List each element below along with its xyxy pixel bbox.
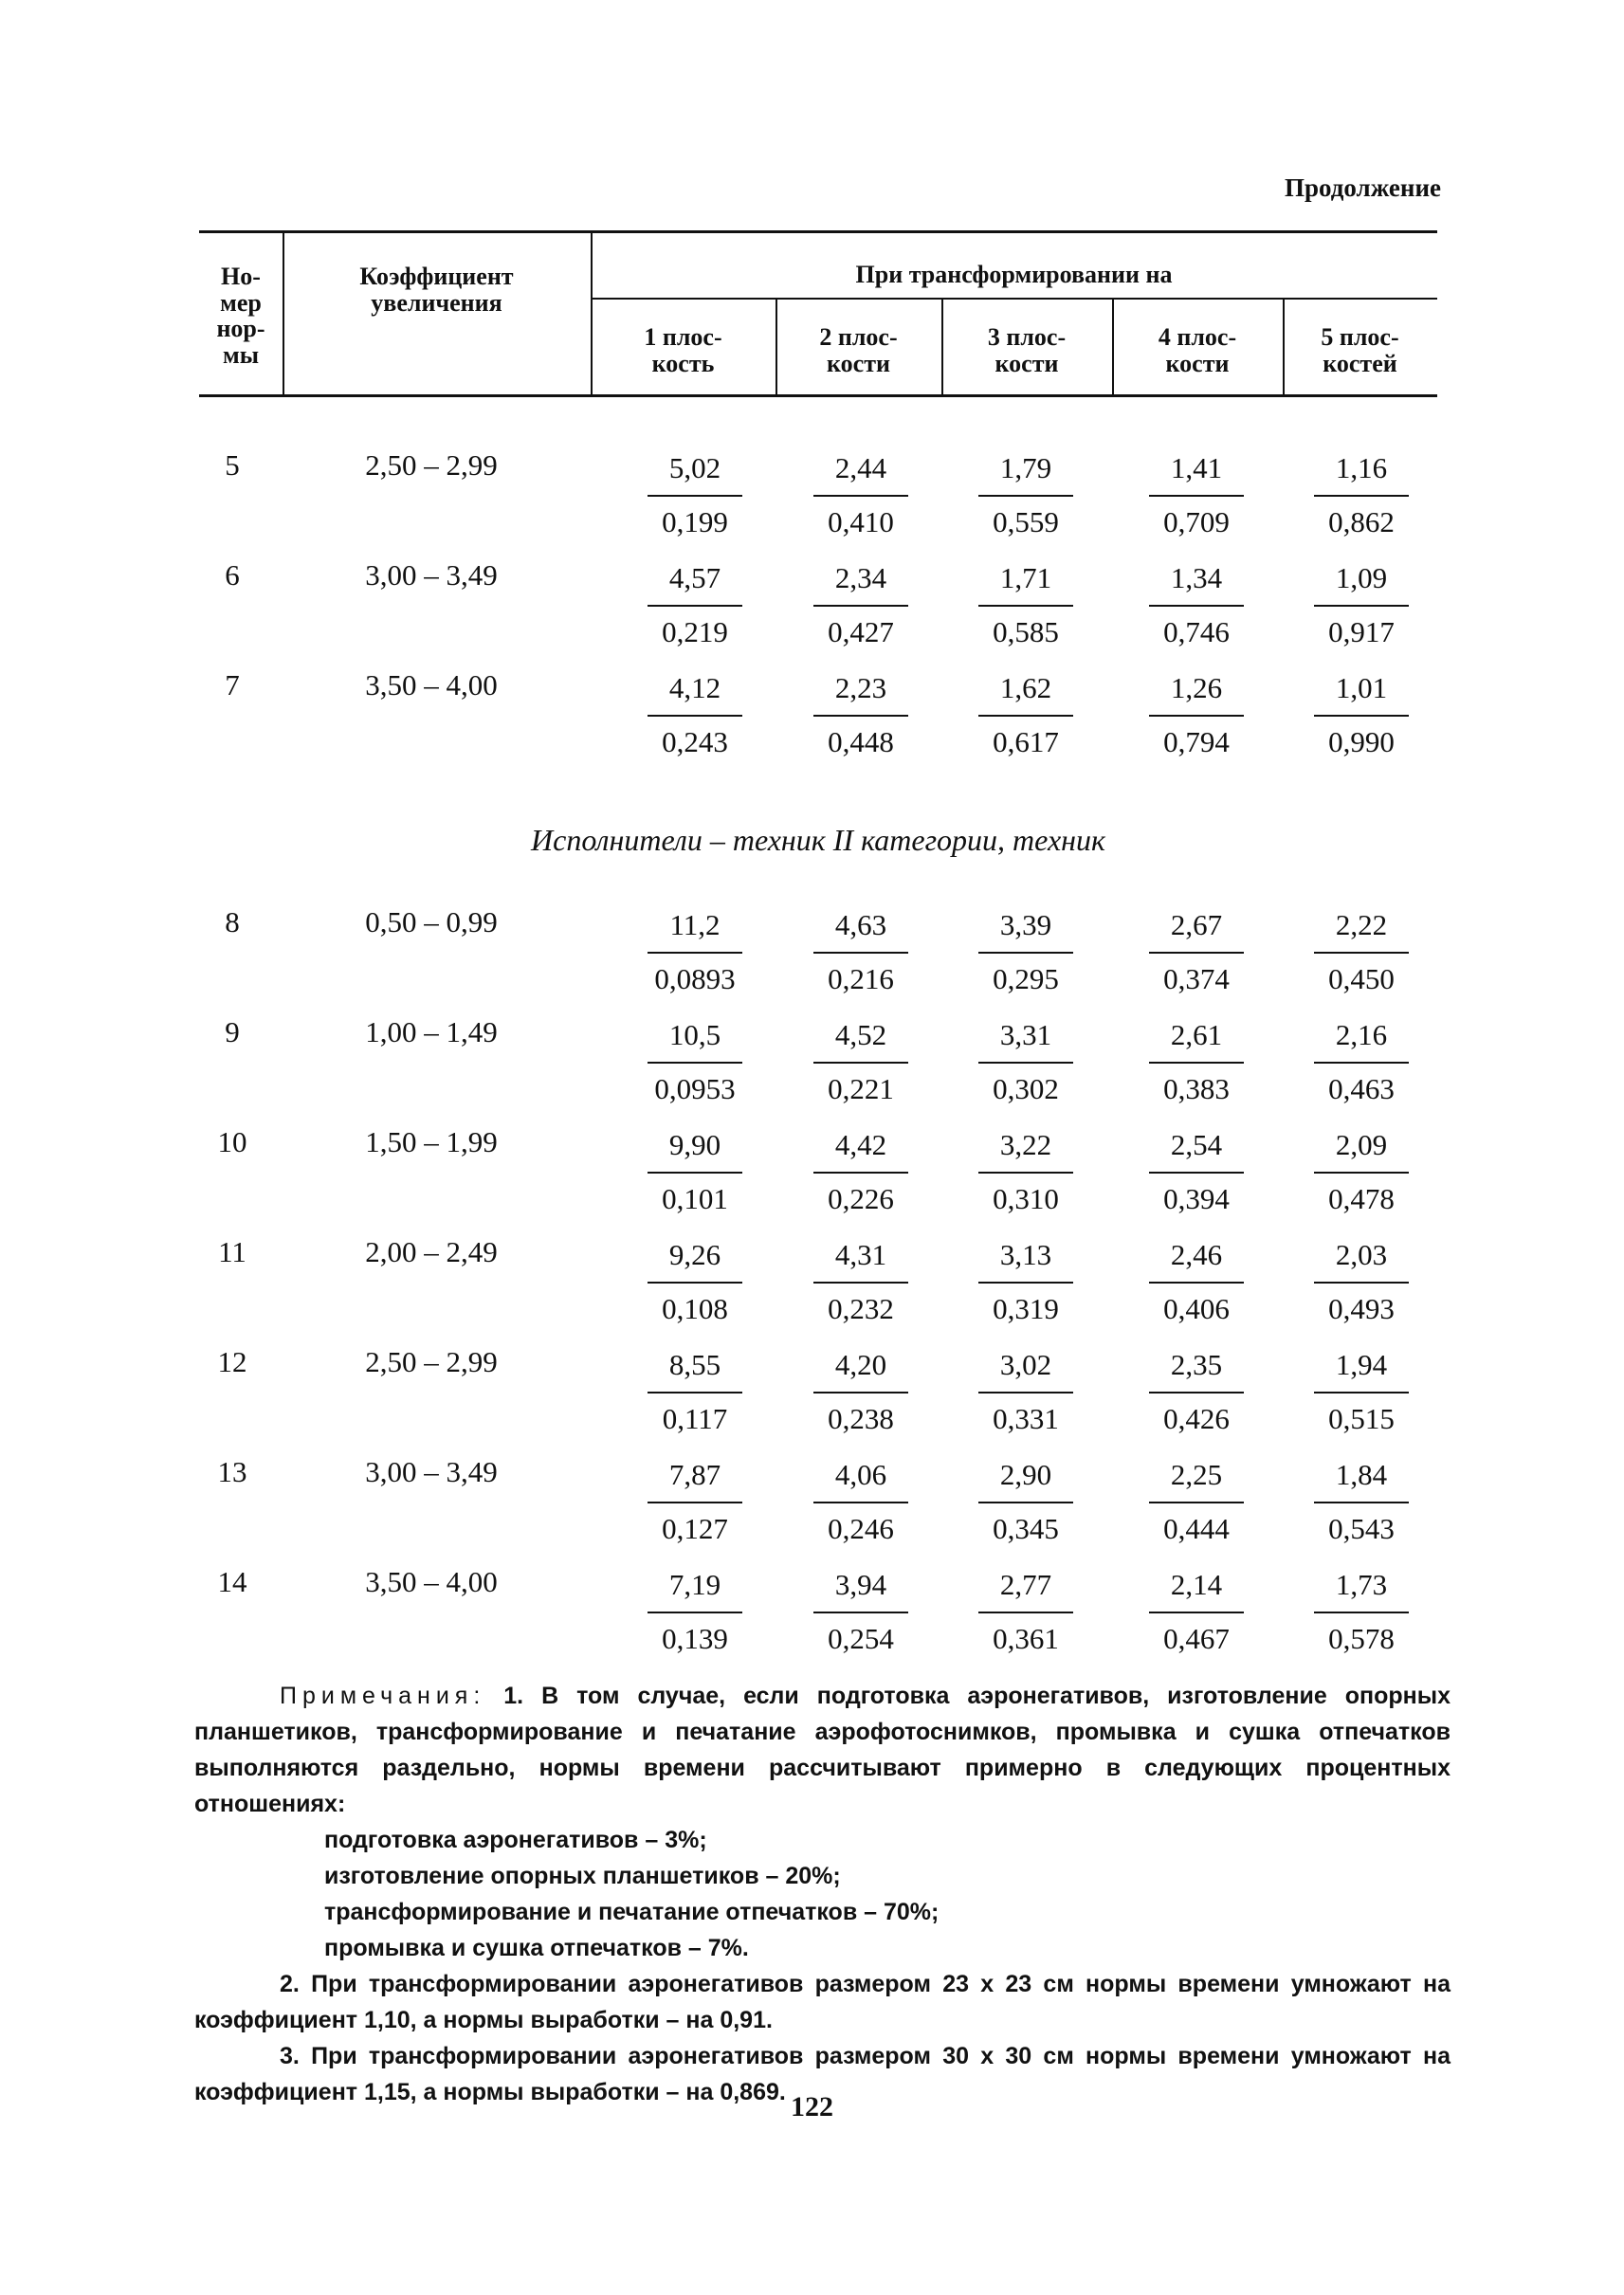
output-norm: 0,709: [1163, 505, 1230, 538]
fraction-bar: [648, 715, 742, 717]
header-sub-col: 2 плос- кости: [819, 323, 898, 377]
fraction-bar: [813, 1062, 908, 1064]
time-norm: 1,71: [999, 561, 1052, 594]
output-norm: 0,478: [1328, 1182, 1395, 1215]
fraction-bar: [648, 1282, 742, 1284]
fraction-cell: [1314, 1455, 1409, 1549]
time-norm: 4,42: [834, 1128, 887, 1161]
coefficient-range: 3,50 – 4,00: [365, 1565, 498, 1598]
time-norm: 4,57: [668, 561, 721, 594]
fraction-bar: [1149, 1612, 1244, 1613]
time-norm: 9,26: [668, 1238, 721, 1271]
fraction-cell: [1314, 1235, 1409, 1329]
time-norm: 2,44: [834, 451, 887, 484]
fraction-cell: [978, 1455, 1073, 1549]
output-norm: 0,917: [1328, 615, 1395, 648]
table-row: [199, 551, 1437, 657]
time-norm: 2,23: [834, 671, 887, 704]
output-norm: 0,219: [662, 615, 728, 648]
fraction-cell: [1149, 668, 1244, 762]
output-norm: 0,199: [662, 505, 728, 538]
fraction-cell: [1314, 1015, 1409, 1109]
output-norm: 0,374: [1163, 962, 1230, 995]
fraction-cell: [648, 448, 742, 542]
fraction-cell: [648, 1125, 742, 1219]
fraction-cell: [978, 1125, 1073, 1219]
fraction-cell: [813, 558, 908, 652]
header-number: Но- мер нор- мы: [216, 263, 265, 369]
output-norm: 0,467: [1163, 1622, 1230, 1655]
fraction-bar: [978, 1282, 1073, 1284]
time-norm: 11,2: [669, 908, 721, 941]
fraction-cell: [1314, 1125, 1409, 1219]
fraction-bar: [978, 1502, 1073, 1503]
time-norm: 3,02: [999, 1348, 1052, 1381]
notes-heading: Примечания:: [280, 1683, 486, 1709]
fraction-cell: [813, 905, 908, 999]
fraction-bar: [813, 715, 908, 717]
time-norm: 1,79: [999, 451, 1052, 484]
norm-number: 13: [217, 1455, 247, 1488]
note-3: 3. При трансформировании аэронегативов размером 30 x 30 см нормы времени умножают на коэффициент 1,15, а нормы выработки – на 0,869.: [194, 2043, 1451, 2105]
output-norm: 0,226: [828, 1182, 894, 1215]
output-norm: 0,139: [662, 1622, 728, 1655]
fraction-bar: [1149, 1392, 1244, 1393]
fraction-bar: [648, 495, 742, 497]
fraction-cell: [1149, 1125, 1244, 1219]
header-sub-col: 1 плос- кость: [644, 323, 722, 377]
output-norm: 0,862: [1328, 505, 1395, 538]
fraction-cell: [1149, 1565, 1244, 1659]
fraction-bar: [978, 1172, 1073, 1174]
time-norm: 1,01: [1335, 671, 1388, 704]
time-norm: 2,46: [1170, 1238, 1223, 1271]
time-norm: 2,90: [999, 1458, 1052, 1491]
fraction-cell: [1314, 905, 1409, 999]
fraction-bar: [1149, 1172, 1244, 1174]
output-norm: 0,254: [828, 1622, 894, 1655]
fraction-cell: [1149, 448, 1244, 542]
header-divider: [591, 298, 1437, 300]
fraction-cell: [648, 1455, 742, 1549]
output-norm: 0,127: [662, 1512, 728, 1545]
fraction-bar: [813, 605, 908, 607]
coefficient-range: 2,50 – 2,99: [365, 448, 498, 482]
output-norm: 0,394: [1163, 1182, 1230, 1215]
time-norm: 2,16: [1335, 1018, 1388, 1051]
list-item: подготовка аэронегативов – 3%;: [324, 1827, 707, 1853]
output-norm: 0,383: [1163, 1072, 1230, 1105]
fraction-cell: [1314, 668, 1409, 762]
time-norm: 3,22: [999, 1128, 1052, 1161]
norm-number: 6: [225, 558, 240, 592]
fraction-cell: [1149, 1345, 1244, 1439]
norm-number: 8: [225, 905, 240, 938]
output-norm: 0,108: [662, 1292, 728, 1325]
fraction-cell: [978, 905, 1073, 999]
fraction-cell: [813, 1235, 908, 1329]
output-norm: 0,617: [993, 725, 1059, 758]
fraction-cell: [978, 1235, 1073, 1329]
output-norm: 0,426: [1163, 1402, 1230, 1435]
time-norm: 7,87: [668, 1458, 721, 1491]
fraction-cell: [1149, 1455, 1244, 1549]
output-norm: 0,448: [828, 725, 894, 758]
output-norm: 0,463: [1328, 1072, 1395, 1105]
output-norm: 0,295: [993, 962, 1059, 995]
header-group: При трансформировании на: [855, 261, 1173, 288]
table-row: [199, 1557, 1437, 1664]
output-norm: 0,310: [993, 1182, 1059, 1215]
output-norm: 0,990: [1328, 725, 1395, 758]
time-norm: 2,77: [999, 1568, 1052, 1601]
fraction-cell: [648, 1345, 742, 1439]
time-norm: 7,19: [668, 1568, 721, 1601]
output-norm: 0,585: [993, 615, 1059, 648]
time-norm: 1,73: [1335, 1568, 1388, 1601]
output-norm: 0,746: [1163, 615, 1230, 648]
fraction-bar: [813, 495, 908, 497]
fraction-cell: [648, 1015, 742, 1109]
fraction-bar: [1149, 1282, 1244, 1284]
fraction-cell: [978, 1565, 1073, 1659]
fraction-bar: [1149, 715, 1244, 717]
time-norm: 2,09: [1335, 1128, 1388, 1161]
fraction-bar: [648, 1172, 742, 1174]
time-norm: 3,31: [999, 1018, 1052, 1051]
coefficient-range: 2,00 – 2,49: [365, 1235, 498, 1268]
table-row: [199, 441, 1437, 547]
output-norm: 0,410: [828, 505, 894, 538]
fraction-cell: [813, 448, 908, 542]
time-norm: 1,84: [1335, 1458, 1388, 1491]
time-norm: 2,61: [1170, 1018, 1223, 1051]
header-sub-col: 5 плос- костей: [1321, 323, 1399, 377]
fraction-bar: [1314, 715, 1409, 717]
time-norm: 9,90: [668, 1128, 721, 1161]
list-item: трансформирование и печатание отпечатков – 70%;: [324, 1899, 940, 1925]
fraction-cell: [978, 558, 1073, 652]
coefficient-range: 1,00 – 1,49: [365, 1015, 498, 1048]
fraction-bar: [978, 1062, 1073, 1064]
table-row: [199, 1008, 1437, 1114]
fraction-bar: [1314, 1062, 1409, 1064]
coefficient-range: 0,50 – 0,99: [365, 905, 498, 938]
time-norm: 2,25: [1170, 1458, 1223, 1491]
time-norm: 4,52: [834, 1018, 887, 1051]
header-sub-col: 3 плос- кости: [987, 323, 1067, 377]
output-norm: 0,559: [993, 505, 1059, 538]
output-norm: 0,794: [1163, 725, 1230, 758]
table-row: [199, 1118, 1437, 1224]
fraction-bar: [1314, 952, 1409, 954]
time-norm: 4,06: [834, 1458, 887, 1491]
table-row: [199, 1228, 1437, 1334]
fraction-cell: [813, 1015, 908, 1109]
coefficient-range: 1,50 – 1,99: [365, 1125, 498, 1158]
output-norm: 0,232: [828, 1292, 894, 1325]
fraction-cell: [1149, 1015, 1244, 1109]
fraction-cell: [813, 668, 908, 762]
fraction-bar: [1149, 495, 1244, 497]
header-sub-col: 4 плос- кости: [1158, 323, 1237, 377]
fraction-bar: [813, 1172, 908, 1174]
fraction-cell: [978, 1015, 1073, 1109]
fraction-bar: [978, 1612, 1073, 1613]
time-norm: 4,31: [834, 1238, 887, 1271]
fraction-cell: [1149, 905, 1244, 999]
output-norm: 0,238: [828, 1402, 894, 1435]
fraction-bar: [1314, 1392, 1409, 1393]
norm-number: 9: [225, 1015, 240, 1048]
table-row: [199, 898, 1437, 1004]
fraction-bar: [1314, 1612, 1409, 1613]
note-1-text: 1. В том случае, если подготовка аэронегативов, изготовление опорных планшетиков, трансформирование и печатание аэрофотоснимков, промывка и сушка отпечатков выполняются раздельно, нормы времени рассчитывают примерно в следующих процентных отношениях:: [194, 1683, 1451, 1817]
fraction-bar: [1149, 1062, 1244, 1064]
norm-number: 14: [217, 1565, 247, 1598]
time-norm: 1,41: [1170, 451, 1223, 484]
fraction-bar: [648, 1392, 742, 1393]
time-norm: 1,26: [1170, 671, 1223, 704]
fraction-bar: [813, 1612, 908, 1613]
time-norm: 2,35: [1170, 1348, 1223, 1381]
time-norm: 3,13: [999, 1238, 1052, 1271]
time-norm: 1,16: [1335, 451, 1388, 484]
section-subheading: Исполнители – техник II категории, техник: [531, 823, 1105, 857]
fraction-bar: [648, 605, 742, 607]
fraction-cell: [648, 668, 742, 762]
output-norm: 0,0893: [654, 962, 736, 995]
table-row: [199, 1338, 1437, 1444]
time-norm: 10,5: [668, 1018, 721, 1051]
time-norm: 2,54: [1170, 1128, 1223, 1161]
fraction-bar: [978, 605, 1073, 607]
coefficient-range: 3,00 – 3,49: [365, 1455, 498, 1488]
time-norm: 2,22: [1335, 908, 1388, 941]
fraction-cell: [813, 1455, 908, 1549]
fraction-bar: [1314, 495, 1409, 497]
coefficient-range: 3,00 – 3,49: [365, 558, 498, 592]
fraction-bar: [1314, 1172, 1409, 1174]
output-norm: 0,406: [1163, 1292, 1230, 1325]
coefficient-range: 3,50 – 4,00: [365, 668, 498, 701]
fraction-bar: [648, 1612, 742, 1613]
fraction-bar: [1149, 1502, 1244, 1503]
fraction-bar: [978, 952, 1073, 954]
time-norm: 8,55: [668, 1348, 721, 1381]
fraction-bar: [813, 1282, 908, 1284]
output-norm: 0,216: [828, 962, 894, 995]
output-norm: 0,246: [828, 1512, 894, 1545]
fraction-cell: [648, 1565, 742, 1659]
notes: [194, 1678, 1451, 2110]
fraction-cell: [813, 1345, 908, 1439]
output-norm: 0,117: [662, 1402, 728, 1435]
norm-number: 10: [217, 1125, 247, 1158]
output-norm: 0,243: [662, 725, 728, 758]
time-norm: 4,12: [668, 671, 721, 704]
note-1-list: [324, 1822, 1451, 1966]
time-norm: 2,67: [1170, 908, 1223, 941]
page-number: 122: [791, 2091, 833, 2122]
norm-number: 5: [225, 448, 240, 482]
fraction-bar: [1314, 1502, 1409, 1503]
fraction-cell: [648, 1235, 742, 1329]
fraction-bar: [813, 952, 908, 954]
output-norm: 0,543: [1328, 1512, 1395, 1545]
output-norm: 0,345: [993, 1512, 1059, 1545]
table-header: [199, 230, 1437, 397]
fraction-cell: [978, 1345, 1073, 1439]
fraction-bar: [1314, 605, 1409, 607]
fraction-cell: [1149, 1235, 1244, 1329]
output-norm: 0,361: [993, 1622, 1059, 1655]
fraction-bar: [813, 1392, 908, 1393]
fraction-cell: [1149, 558, 1244, 652]
output-norm: 0,427: [828, 615, 894, 648]
fraction-cell: [1314, 558, 1409, 652]
time-norm: 1,62: [999, 671, 1052, 704]
output-norm: 0,444: [1163, 1512, 1230, 1545]
fraction-bar: [813, 1502, 908, 1503]
fraction-bar: [978, 495, 1073, 497]
fraction-cell: [978, 668, 1073, 762]
continuation-label: Продолжение: [1285, 173, 1441, 202]
fraction-bar: [648, 1062, 742, 1064]
time-norm: 2,03: [1335, 1238, 1388, 1271]
coefficient-range: 2,50 – 2,99: [365, 1345, 498, 1378]
norm-number: 12: [217, 1345, 247, 1378]
note-2: 2. При трансформировании аэронегативов размером 23 x 23 см нормы времени умножают на коэффициент 1,10, а нормы выработки – на 0,91.: [194, 1971, 1451, 2033]
output-norm: 0,101: [662, 1182, 728, 1215]
output-norm: 0,515: [1328, 1402, 1395, 1435]
output-norm: 0,331: [993, 1402, 1059, 1435]
time-norm: 4,20: [834, 1348, 887, 1381]
fraction-bar: [978, 715, 1073, 717]
output-norm: 0,450: [1328, 962, 1395, 995]
fraction-cell: [1314, 1565, 1409, 1659]
fraction-cell: [648, 905, 742, 999]
list-item: изготовление опорных планшетиков – 20%;: [324, 1863, 841, 1889]
fraction-cell: [1314, 448, 1409, 542]
header-coefficient: Коэффициент увеличения: [359, 263, 514, 317]
time-norm: 1,34: [1170, 561, 1223, 594]
norm-number: 11: [218, 1235, 246, 1268]
output-norm: 0,221: [828, 1072, 894, 1105]
time-norm: 3,39: [999, 908, 1052, 941]
fraction-bar: [1314, 1282, 1409, 1284]
table-row: [199, 661, 1437, 767]
output-norm: 0,319: [993, 1292, 1059, 1325]
fraction-cell: [648, 558, 742, 652]
time-norm: 5,02: [668, 451, 721, 484]
time-norm: 2,14: [1170, 1568, 1223, 1601]
note-1: [194, 1678, 1451, 1822]
time-norm: 4,63: [834, 908, 887, 941]
fraction-bar: [648, 1502, 742, 1503]
fraction-bar: [1149, 605, 1244, 607]
fraction-bar: [1149, 952, 1244, 954]
fraction-cell: [813, 1565, 908, 1659]
fraction-bar: [978, 1392, 1073, 1393]
output-norm: 0,302: [993, 1072, 1059, 1105]
output-norm: 0,0953: [654, 1072, 736, 1105]
time-norm: 3,94: [834, 1568, 887, 1601]
fraction-bar: [648, 952, 742, 954]
output-norm: 0,493: [1328, 1292, 1395, 1325]
fraction-cell: [813, 1125, 908, 1219]
output-norm: 0,578: [1328, 1622, 1395, 1655]
fraction-cell: [1314, 1345, 1409, 1439]
list-item: промывка и сушка отпечатков – 7%.: [324, 1935, 749, 1961]
time-norm: 1,94: [1335, 1348, 1388, 1381]
fraction-cell: [978, 448, 1073, 542]
time-norm: 2,34: [834, 561, 887, 594]
table-row: [199, 1448, 1437, 1554]
time-norm: 1,09: [1335, 561, 1388, 594]
norm-number: 7: [225, 668, 240, 701]
